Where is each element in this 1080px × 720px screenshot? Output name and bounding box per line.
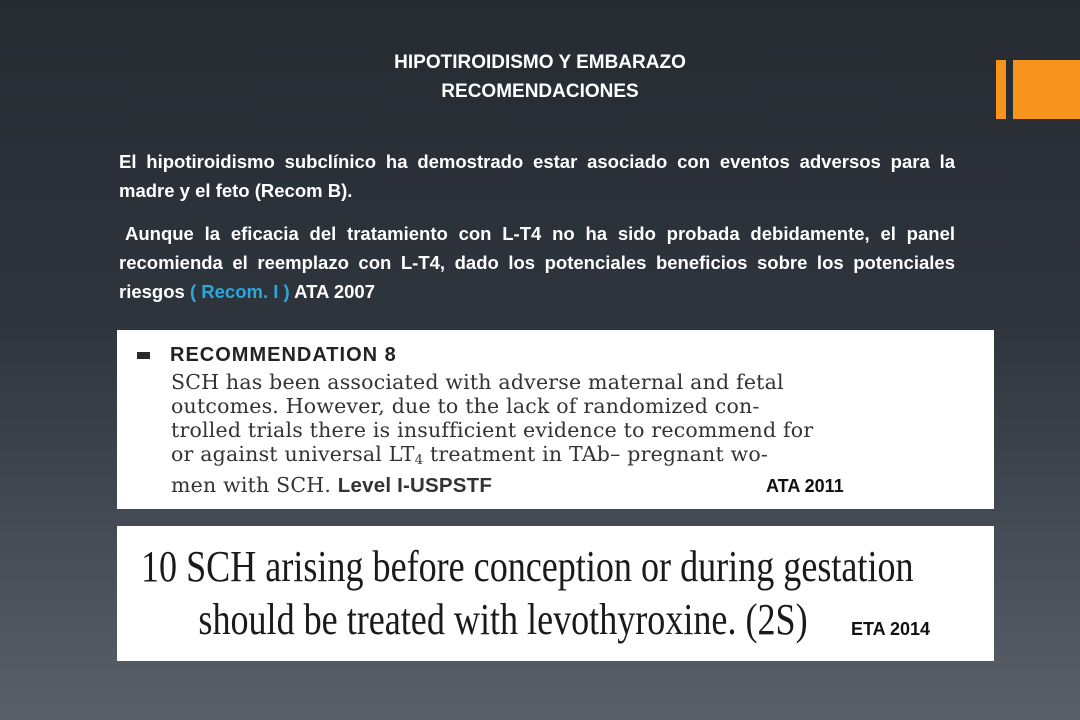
evidence-level: Level I-USPSTF (337, 474, 493, 497)
line-5-pre: men with SCH. (171, 473, 338, 497)
recommendation-line: outcomes. However, due to the lack of randomized con- (171, 394, 760, 418)
title-line-2: RECOMENDACIONES (441, 81, 639, 102)
slide-title (200, 48, 880, 106)
paragraph-1: El hipotiroidismo subclínico ha demostrado estar asociado con eventos adversos para la madre y el feto (Recom B). (119, 151, 955, 201)
square-bullet-icon (137, 352, 150, 359)
recommendation-line: trolled trials there is insufficient evidence to recommend for (171, 418, 814, 442)
line-4-pre: or against universal LT (171, 442, 415, 466)
recommendation-line (171, 442, 982, 473)
lt4-subscript: 4 (414, 453, 424, 468)
recommendation-heading-text: RECOMMENDATION 8 (170, 344, 397, 366)
paragraph-2 (119, 219, 955, 306)
recommendation-grade: ( Recom. I ) (189, 281, 290, 302)
paragraph-2-source: ATA 2007 (289, 281, 376, 302)
accent-bar-block (1013, 60, 1080, 119)
ata-2011-recommendation-panel (117, 330, 994, 509)
eta-line-1: 10 SCH arising before conception or during gestation (141, 542, 914, 591)
paragraph-2-main: Aunque la eficacia del tratamiento con L-T4 no ha sido probada debidamente, el panel recomienda el reemplazo con L-T4, dado los potenciales beneficios sobre los potenciales riesgos (119, 223, 955, 302)
line-4-post: treatment in TAb– pregnant wo- (423, 442, 769, 466)
recommendation-line: SCH has been associated with adverse maternal and fetal (171, 370, 784, 394)
source-tag-eta-2014: ETA 2014 (851, 619, 931, 639)
recommendation-line (171, 473, 982, 498)
eta-2014-recommendation-panel (117, 526, 994, 661)
title-line-1: HIPOTIROIDISMO Y EMBARAZO (394, 52, 686, 73)
source-tag-ata-2011: ATA 2011 (766, 476, 844, 496)
eta-line-2: should be treated with levothyroxine. (2S) (198, 595, 808, 644)
accent-bar-thin (996, 60, 1006, 119)
recommendation-excerpt (137, 342, 982, 498)
recommendation-heading (137, 342, 982, 368)
recommendation-body (171, 370, 982, 498)
